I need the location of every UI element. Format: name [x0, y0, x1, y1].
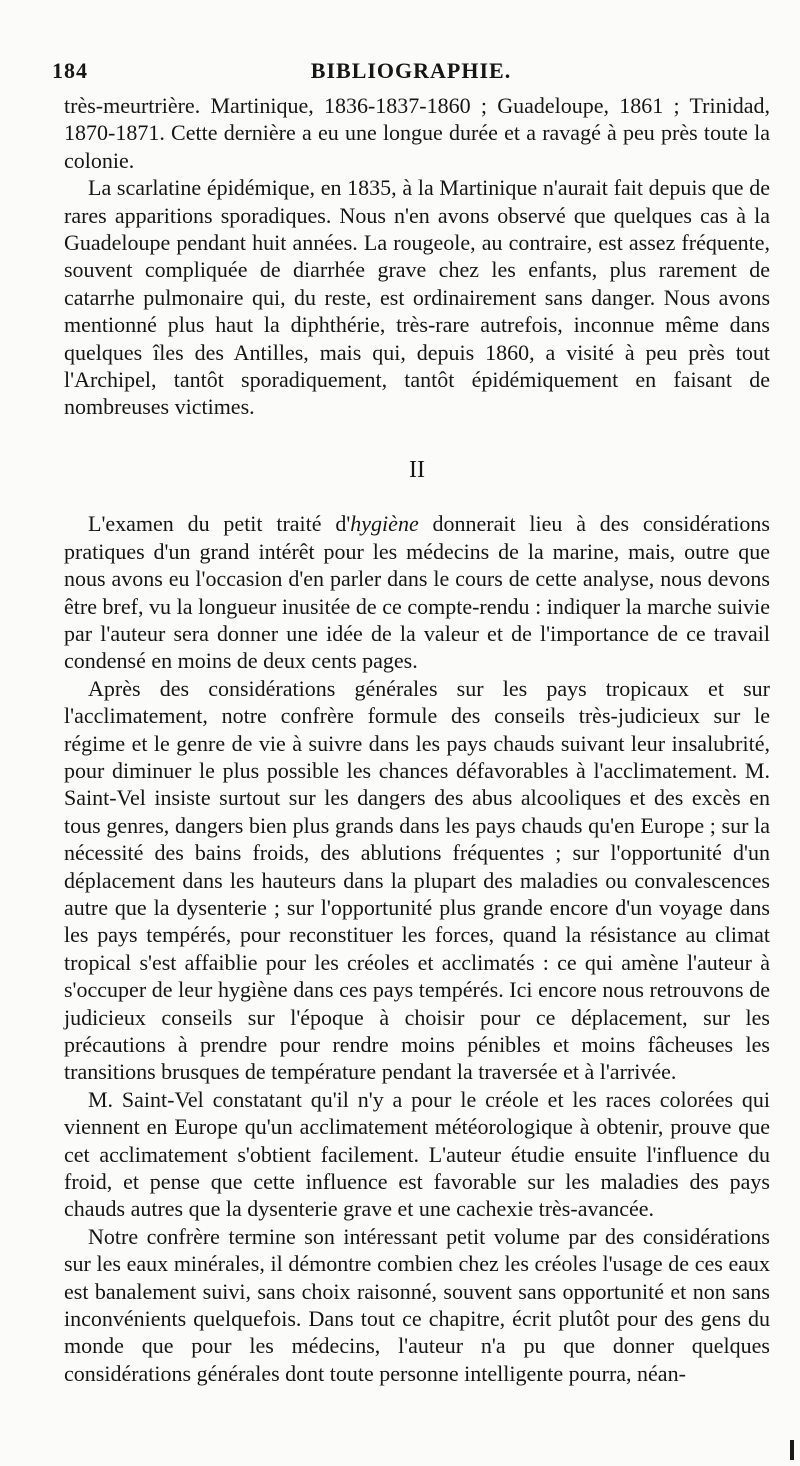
paragraph: Après des considérations générales sur les pays tropicaux et sur l'acclimatement, notre confrère formule des conseils très-judicieux sur le régime et le genre de vie à suivre dans les pays chauds suivant leur insalubrité, pour diminuer le plus possible les chances défavorables à l'acclimatement. M. Saint-Vel insiste surtout sur les dangers des abus alcooliques et des excès en tous genres, dangers bien plus grands dans les pays chauds qu'en Europe ; sur la nécessité des bains froids, des ablutions fréquentes ; sur l'opportunité d'un déplacement dans les hauteurs dans la plupart des maladies ou convalescences autre que la dysenterie ; sur l'opportunité plus grande encore d'un voyage dans les pays tempérés, pour reconstituer les forces, quand la résistance au climat tropical s'est affaiblie pour les créoles et acclimatés : ce qui amène l'auteur à s'occuper de leur hygiène dans ces pays tempérés. Ici encore nous retrouvons de judicieux conseils sur l'époque à choisir pour ce déplacement, sur les précautions à prendre pour rendre moins pénibles et moins fâcheuses les transitions brusques de température pendant la traversée et à l'arrivée. — [64, 675, 770, 1085]
paragraph: La scarlatine épidémique, en 1835, à la Martinique n'aurait fait depuis que de rares apparitions sporadiques. Nous n'en avons observé que quelques cas à la Guadeloupe pendant huit années. La rougeole, au contraire, est assez fréquente, souvent compliquée de diarrhée grave chez les enfants, plus rarement de catarrhe pulmonaire qui, du reste, est ordinairement sans danger. Nous avons mentionné plus haut la diphthérie, très-rare autrefois, inconnue même dans quelques îles des Antilles, mais qui, depuis 1860, a visité à peu près tout l'Archipel, tantôt sporadiquement, tantôt épidémiquement en faisant de nombreuses victimes. — [64, 175, 770, 420]
paragraph-text: L'examen du petit traité d' — [88, 511, 351, 537]
paragraph: Notre confrère termine son intéressant petit volume par des considérations sur les eaux minérales, il démontre combien chez les créoles l'usage de ces eaux est banalement suivi, sans choix raisonné, souvent sans opportunité et non sans inconvénients quelquefois. Dans tout ce chapitre, écrit plutôt pour des gens du monde que pour les médecins, l'auteur n'a pu que donner quelques considérations générales dont toute personne intelligente pourra, néan- — [64, 1223, 770, 1386]
body-text — [64, 92, 770, 1387]
page-number: 184 — [52, 58, 88, 83]
paragraph: M. Saint-Vel constatant qu'il n'y a pour le créole et les races colorées qui viennent en Europe qu'un acclimatement météorologique à obtenir, prouve que cet acclimatement s'obtient facilement. L'auteur étudie ensuite l'influence du froid, et pense que cette influence est favorable sur les maladies des pays chauds autres que la dysenterie grave et une cachexie très-avancée. — [64, 1086, 770, 1222]
section-heading: II — [409, 456, 425, 483]
paragraph — [64, 510, 770, 674]
paragraph-text: donnerait lieu à des considérations pratiques d'un grand intérêt pour les médecins de la marine, mais, outre que nous avons eu l'occasion d'en parler dans le cours de cette analyse, nous devons être bref, vu la longueur inusitée de ce compte-rendu : indiquer la marche suivie par l'auteur sera donner une idée de la valeur et de l'importance de ce travail condensé en moins de deux cents pages. — [64, 511, 770, 674]
page-edge-mark — [790, 1440, 794, 1460]
italic-term: hygiène — [350, 511, 419, 537]
page-header — [52, 58, 770, 88]
paragraph: très-meurtrière. Martinique, 1836-1837-1860 ; Guadeloupe, 1861 ; Trinidad, 1870-1871. Cette dernière a eu une longue durée et a ravagé à peu près toute la colonie. — [64, 93, 770, 173]
running-title: BIBLIOGRAPHIE. — [310, 58, 512, 83]
